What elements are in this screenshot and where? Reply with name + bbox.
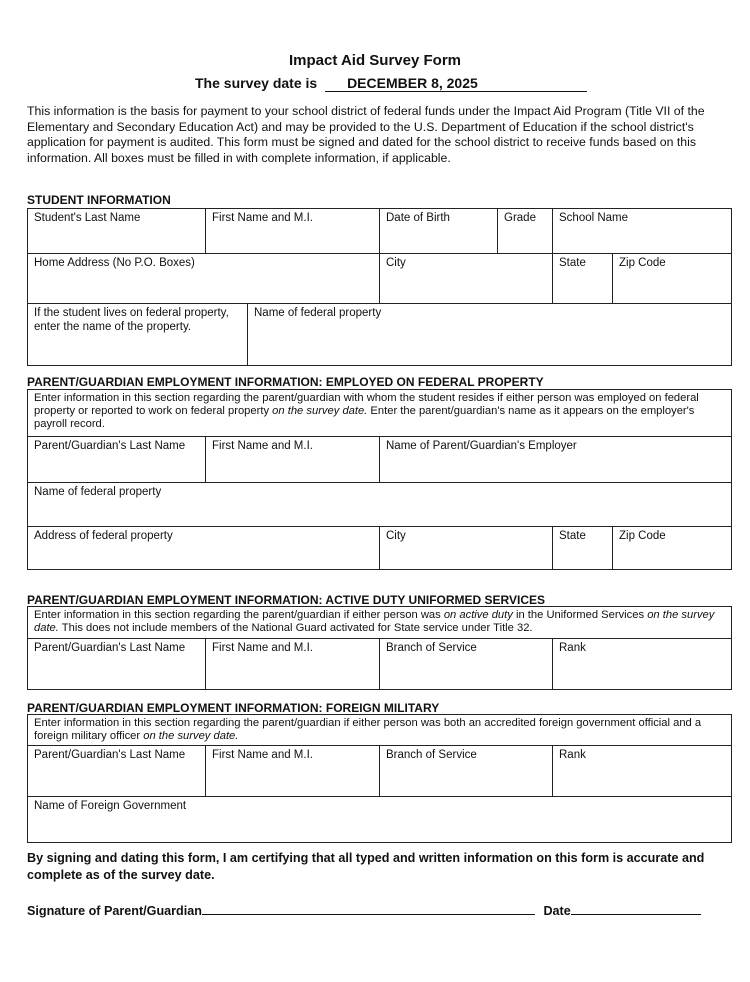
federal-property-address-field[interactable]: Address of federal property [28, 527, 380, 569]
signature-row [27, 902, 701, 918]
date-of-birth-field[interactable]: Date of Birth [380, 209, 498, 254]
active-parent-last-name-field[interactable]: Parent/Guardian's Last Name [28, 639, 206, 689]
active-duty-instructions [28, 607, 731, 639]
certification-statement: By signing and dating this form, I am certifying that all typed and written information on this form is accurate and complete as of the survey date. [27, 851, 705, 882]
federal-property-name-field[interactable]: Name of federal property [28, 483, 731, 527]
student-first-name-field[interactable]: First Name and M.I. [206, 209, 380, 254]
active-instructions-emphasis-date: on the survey date. [34, 609, 715, 634]
federal-state-field[interactable]: State [553, 527, 613, 569]
federal-instructions [28, 390, 731, 437]
foreign-military-box [27, 714, 732, 843]
federal-instructions-text: Enter information in this section regarding the parent/guardian with whom the student resides if either person was employed on federal property or reported to work on federal property [34, 392, 699, 417]
student-section-heading: STUDENT INFORMATION [27, 193, 171, 207]
signature-label: Signature of Parent/Guardian [27, 904, 202, 918]
student-last-name-field[interactable]: Student's Last Name [28, 209, 206, 254]
federal-parent-first-name-field[interactable]: First Name and M.I. [206, 437, 380, 483]
active-instructions-text: Enter information in this section regarding the parent/guardian if either person was [34, 609, 444, 621]
student-state-field[interactable]: State [553, 254, 613, 304]
federal-zip-field[interactable]: Zip Code [619, 530, 666, 542]
signature-line[interactable] [202, 902, 535, 915]
date-line[interactable] [571, 902, 701, 915]
federal-parent-last-name-field[interactable]: Parent/Guardian's Last Name [28, 437, 206, 483]
federal-city-field[interactable]: City [380, 527, 553, 569]
active-parent-first-name-field[interactable]: First Name and M.I. [206, 639, 380, 689]
foreign-military-section-heading: PARENT/GUARDIAN EMPLOYMENT INFORMATION: FOREIGN MILITARY [27, 701, 440, 715]
active-instructions-text-mid: in the Uniformed Services [512, 609, 648, 621]
survey-date-label: The survey date is [195, 75, 318, 91]
employer-name-field[interactable]: Name of Parent/Guardian's Employer [380, 437, 731, 483]
survey-date-value: DECEMBER 8, 2025 [325, 75, 587, 92]
active-instructions-text-end: This does not include members of the National Guard activated for State service under Title 32. [58, 622, 533, 634]
active-duty-box [27, 606, 732, 690]
grade-field[interactable]: Grade [498, 209, 553, 254]
foreign-instructions-text: Enter information in this section regarding the parent/guardian if either person was both an accredited foreign government official and a foreign military officer [34, 717, 702, 742]
active-rank-field[interactable]: Rank [559, 642, 586, 654]
student-city-field[interactable]: City [380, 254, 553, 304]
federal-section-heading: PARENT/GUARDIAN EMPLOYMENT INFORMATION: EMPLOYED ON FEDERAL PROPERTY [27, 375, 544, 389]
foreign-instructions [28, 715, 731, 746]
federal-instructions-text-end: Enter the parent/guardian's name as it appears on the employer's payroll record. [34, 405, 695, 430]
foreign-parent-last-name-field[interactable]: Parent/Guardian's Last Name [28, 746, 206, 797]
school-name-field[interactable]: School Name [553, 209, 731, 254]
active-branch-field[interactable]: Branch of Service [380, 639, 553, 689]
active-duty-section-heading: PARENT/GUARDIAN EMPLOYMENT INFORMATION: ACTIVE DUTY UNIFORMED SERVICES [27, 593, 546, 607]
active-instructions-emphasis-duty: on active duty [443, 609, 513, 621]
foreign-branch-field[interactable]: Branch of Service [380, 746, 553, 797]
student-zip-field[interactable]: Zip Code [613, 254, 731, 304]
date-label: Date [543, 904, 571, 918]
form-title: Impact Aid Survey Form [289, 52, 461, 69]
home-address-field[interactable]: Home Address (No P.O. Boxes) [28, 254, 380, 304]
student-info-box [27, 208, 732, 366]
foreign-government-field[interactable]: Name of Foreign Government [34, 800, 187, 812]
foreign-parent-first-name-field[interactable]: First Name and M.I. [206, 746, 380, 797]
federal-instructions-emphasis: on the survey date. [272, 405, 368, 417]
intro-paragraph: This information is the basis for payment to your school district of federal funds under the Impact Aid Program (Title VII of the Elementary and Secondary Education Act) and may be provided to the U.S. Department of Education if the school district's application for payment is audited. This form must be signed and dated for the school district to receive funds based on this information. All boxes must be filled in with complete information, if applicable. [27, 104, 705, 165]
federal-employment-box [27, 389, 732, 570]
student-federal-property-name-field[interactable]: Name of federal property [254, 307, 382, 319]
survey-date-line [195, 75, 587, 92]
lives-on-federal-property-label: If the student lives on federal property, enter the name of the property. [28, 304, 248, 365]
foreign-rank-field[interactable]: Rank [553, 746, 731, 797]
foreign-instructions-emphasis: on the survey date. [143, 730, 239, 742]
